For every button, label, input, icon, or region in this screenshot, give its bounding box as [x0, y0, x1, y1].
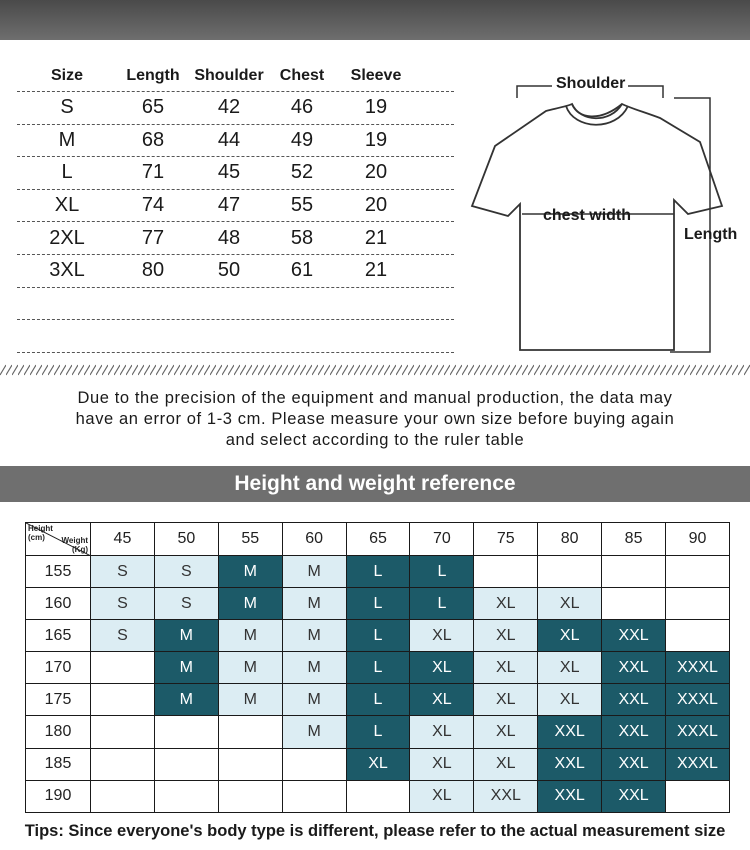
- size-recommendation-cell: XL: [538, 684, 602, 716]
- size-recommendation-cell: [282, 780, 346, 812]
- corner-weight-label: [61, 536, 88, 554]
- precision-notice: [0, 388, 750, 451]
- corner-weight-text: Weight: [61, 536, 88, 545]
- size-recommendation-cell: S: [91, 556, 155, 588]
- size-recommendation-cell: [474, 556, 538, 588]
- height-row: [26, 748, 730, 780]
- chest-cell: 49: [290, 128, 314, 151]
- length-cell: 80: [141, 259, 165, 282]
- size-cell: 2XL: [49, 226, 85, 249]
- size-recommendation-cell: M: [218, 620, 282, 652]
- tips-note: Tips: Since everyone's body type is different, please refer to the actual measurement size: [24, 822, 726, 840]
- size-recommendation-cell: M: [282, 684, 346, 716]
- size-recommendation-cell: [346, 780, 410, 812]
- size-recommendation-cell: M: [282, 716, 346, 748]
- chest-cell: 46: [290, 96, 314, 119]
- size-recommendation-cell: L: [346, 652, 410, 684]
- size-recommendation-cell: L: [346, 556, 410, 588]
- size-recommendation-cell: M: [218, 652, 282, 684]
- size-recommendation-cell: L: [346, 588, 410, 620]
- size-recommendation-cell: M: [282, 652, 346, 684]
- size-recommendation-cell: [602, 556, 666, 588]
- size-recommendation-cell: [91, 684, 155, 716]
- height-cell: 180: [26, 716, 91, 748]
- size-cell: M: [58, 128, 76, 151]
- size-recommendation-cell: [282, 748, 346, 780]
- size-recommendation-cell: M: [154, 684, 218, 716]
- length-label: Length: [684, 226, 738, 243]
- size-recommendation-cell: XL: [474, 620, 538, 652]
- size-recommendation-cell: M: [282, 588, 346, 620]
- size-recommendation-cell: L: [346, 716, 410, 748]
- empty-row: [17, 288, 454, 321]
- size-recommendation-cell: XL: [410, 652, 474, 684]
- height-cell: 170: [26, 652, 91, 684]
- top-banner: [0, 0, 750, 40]
- sleeve-cell: 19: [364, 96, 388, 119]
- height-row: [26, 716, 730, 748]
- height-row: [26, 652, 730, 684]
- notice-line: have an error of 1-3 cm. Please measure your own size before buying again: [75, 410, 675, 428]
- height-weight-title: Height and weight reference: [234, 472, 516, 495]
- size-recommendation-cell: L: [410, 588, 474, 620]
- corner-height-label: [28, 524, 53, 542]
- weight-header-cell: 50: [154, 523, 218, 556]
- height-cell: 165: [26, 620, 91, 652]
- shoulder-label: Shoulder: [556, 75, 626, 92]
- weight-header-cell: 80: [538, 523, 602, 556]
- corner-height-text: Height: [28, 524, 53, 533]
- size-recommendation-cell: [218, 716, 282, 748]
- shoulder-cell: 44: [217, 128, 241, 151]
- size-recommendation-cell: [154, 780, 218, 812]
- size-recommendation-cell: XXL: [538, 716, 602, 748]
- header-chest: Chest: [279, 66, 325, 84]
- size-cell: S: [60, 96, 74, 119]
- height-row: [26, 588, 730, 620]
- size-recommendation-cell: [666, 620, 730, 652]
- size-row: [17, 92, 454, 125]
- corner-height-unit: (cm): [28, 533, 45, 542]
- weight-header-cell: 75: [474, 523, 538, 556]
- size-recommendation-cell: XL: [410, 748, 474, 780]
- header-sleeve: Sleeve: [350, 66, 402, 84]
- size-recommendation-cell: XXL: [602, 620, 666, 652]
- size-recommendation-cell: L: [410, 556, 474, 588]
- size-recommendation-cell: XL: [410, 684, 474, 716]
- size-row: [17, 255, 454, 288]
- size-chart: [17, 60, 454, 353]
- corner-cell: [26, 523, 91, 556]
- size-recommendation-cell: XXL: [538, 780, 602, 812]
- size-recommendation-cell: [602, 588, 666, 620]
- sleeve-cell: 21: [364, 226, 388, 249]
- size-row: [17, 190, 454, 223]
- notice-line: and select according to the ruler table: [225, 431, 525, 449]
- shoulder-cell: 50: [217, 259, 241, 282]
- size-recommendation-cell: [666, 588, 730, 620]
- size-recommendation-cell: M: [218, 684, 282, 716]
- size-row: [17, 222, 454, 255]
- size-recommendation-cell: XL: [474, 748, 538, 780]
- size-row: [17, 125, 454, 158]
- zigzag-divider: [0, 364, 750, 376]
- sleeve-cell: 21: [364, 259, 388, 282]
- weight-header-cell: 55: [218, 523, 282, 556]
- size-recommendation-cell: [91, 748, 155, 780]
- size-recommendation-cell: XXL: [474, 780, 538, 812]
- notice-line: Due to the precision of the equipment and manual production, the data may: [77, 389, 673, 407]
- sleeve-cell: 20: [364, 194, 388, 217]
- size-recommendation-cell: XXXL: [666, 652, 730, 684]
- size-recommendation-cell: XL: [474, 684, 538, 716]
- shoulder-cell: 42: [217, 96, 241, 119]
- size-recommendation-cell: XXXL: [666, 684, 730, 716]
- size-recommendation-cell: XXL: [602, 748, 666, 780]
- size-row: [17, 157, 454, 190]
- chest-cell: 61: [290, 259, 314, 282]
- height-row: [26, 620, 730, 652]
- size-recommendation-cell: [154, 748, 218, 780]
- chest-cell: 52: [290, 161, 314, 184]
- size-recommendation-cell: XL: [538, 652, 602, 684]
- size-recommendation-cell: XL: [474, 716, 538, 748]
- chest-cell: 58: [290, 226, 314, 249]
- size-recommendation-cell: XXL: [602, 652, 666, 684]
- size-chart-header: [17, 60, 454, 92]
- size-recommendation-cell: XL: [410, 716, 474, 748]
- header-size: Size: [50, 66, 83, 84]
- height-cell: 175: [26, 684, 91, 716]
- size-recommendation-cell: S: [91, 588, 155, 620]
- size-recommendation-cell: M: [218, 588, 282, 620]
- height-row: [26, 556, 730, 588]
- sleeve-cell: 20: [364, 161, 388, 184]
- weight-header-row: [26, 523, 730, 556]
- weight-header-cell: 65: [346, 523, 410, 556]
- size-cell: L: [61, 161, 73, 184]
- header-length: Length: [126, 66, 180, 84]
- size-recommendation-cell: M: [218, 556, 282, 588]
- size-recommendation-cell: XL: [346, 748, 410, 780]
- length-cell: 77: [141, 226, 165, 249]
- empty-row: [17, 320, 454, 353]
- size-recommendation-cell: [666, 556, 730, 588]
- size-recommendation-cell: M: [282, 556, 346, 588]
- size-recommendation-cell: XXXL: [666, 716, 730, 748]
- size-recommendation-cell: XL: [410, 620, 474, 652]
- size-recommendation-cell: XXL: [602, 716, 666, 748]
- size-recommendation-cell: XXXL: [666, 748, 730, 780]
- size-cell: XL: [54, 194, 80, 217]
- height-cell: 155: [26, 556, 91, 588]
- size-recommendation-cell: [91, 780, 155, 812]
- length-cell: 65: [141, 96, 165, 119]
- height-row: [26, 684, 730, 716]
- height-weight-banner: [0, 466, 750, 502]
- size-recommendation-cell: XXL: [602, 684, 666, 716]
- size-cell: 3XL: [49, 259, 85, 282]
- chest-cell: 55: [290, 194, 314, 217]
- size-recommendation-cell: [538, 556, 602, 588]
- shoulder-cell: 47: [217, 194, 241, 217]
- size-recommendation-cell: S: [91, 620, 155, 652]
- size-recommendation-cell: [666, 780, 730, 812]
- size-recommendation-cell: XXL: [602, 780, 666, 812]
- corner-weight-unit: (Kg): [72, 545, 88, 554]
- length-cell: 71: [141, 161, 165, 184]
- chest-width-label: chest width: [543, 207, 632, 224]
- shoulder-cell: 45: [217, 161, 241, 184]
- size-recommendation-cell: L: [346, 684, 410, 716]
- size-recommendation-cell: [218, 780, 282, 812]
- height-cell: 190: [26, 780, 91, 812]
- size-recommendation-cell: XL: [538, 588, 602, 620]
- shoulder-cell: 48: [217, 226, 241, 249]
- weight-header-cell: 70: [410, 523, 474, 556]
- height-row: [26, 780, 730, 812]
- length-cell: 68: [141, 128, 165, 151]
- size-recommendation-cell: L: [346, 620, 410, 652]
- size-recommendation-cell: XXL: [538, 748, 602, 780]
- size-recommendation-cell: [218, 748, 282, 780]
- size-recommendation-cell: [154, 716, 218, 748]
- height-weight-table: [25, 522, 730, 813]
- size-recommendation-cell: S: [154, 556, 218, 588]
- weight-header-cell: 45: [91, 523, 155, 556]
- size-recommendation-cell: M: [282, 620, 346, 652]
- header-shoulder: Shoulder: [194, 66, 264, 84]
- size-recommendation-cell: [91, 652, 155, 684]
- size-recommendation-cell: M: [154, 620, 218, 652]
- weight-header-cell: 60: [282, 523, 346, 556]
- tshirt-diagram: [460, 64, 750, 364]
- height-cell: 185: [26, 748, 91, 780]
- size-recommendation-cell: S: [154, 588, 218, 620]
- length-cell: 74: [141, 194, 165, 217]
- weight-header-cell: 90: [666, 523, 730, 556]
- size-recommendation-cell: XL: [538, 620, 602, 652]
- sleeve-cell: 19: [364, 128, 388, 151]
- size-recommendation-cell: XL: [474, 652, 538, 684]
- size-recommendation-cell: XL: [474, 588, 538, 620]
- height-cell: 160: [26, 588, 91, 620]
- size-recommendation-cell: [91, 716, 155, 748]
- size-recommendation-cell: XL: [410, 780, 474, 812]
- weight-header-cell: 85: [602, 523, 666, 556]
- size-recommendation-cell: M: [154, 652, 218, 684]
